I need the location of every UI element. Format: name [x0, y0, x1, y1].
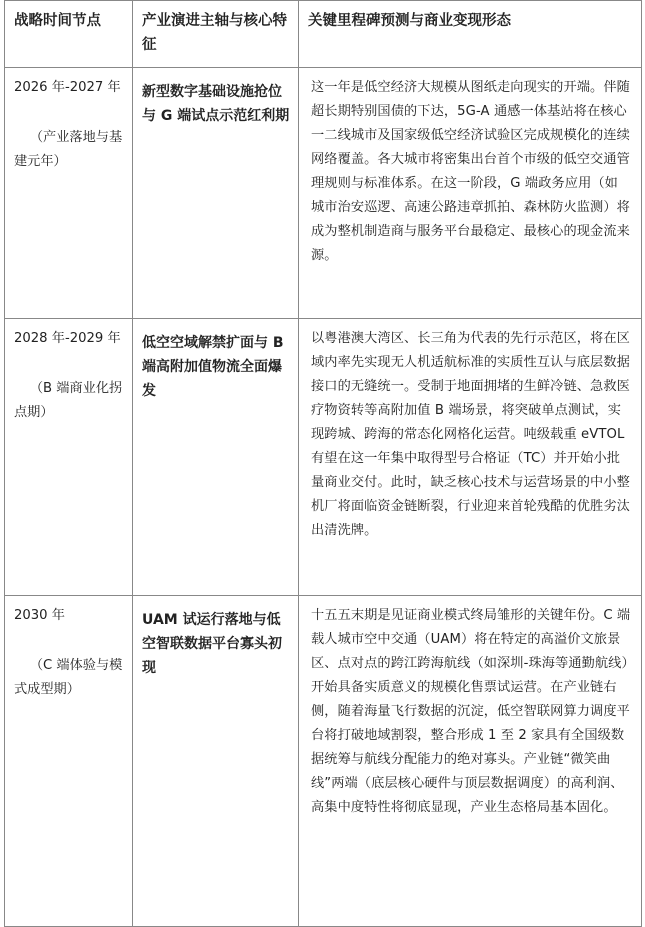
table-row [5, 319, 642, 596]
description-text: 这一年是低空经济大规模从图纸走向现实的开端。伴随超长期特别国债的下达，5G-A 通感一体基站将在核心一二线城市及国家级低空经济试验区完成规模化的连续网络覆盖。各大城市将密集出台首个市级的低空交通管理规则与标准体系。在这一阶段，G 端政务应用（如城市治安巡逻、高速公路违章抓拍、森林防火监测）将成为整机制造商与服务平台最稳定、最核心的现金流来源。 [311, 80, 630, 263]
phase-label: （B 端商业化拐点期） [14, 381, 123, 420]
table-row [5, 596, 642, 927]
time-node-cell [5, 319, 133, 596]
roadmap-table [4, 0, 642, 927]
description-cell [299, 319, 642, 596]
time-range: 2030 年 [14, 608, 65, 623]
focus-cell: 新型数字基础设施抢位与 G 端试点示范红利期 [133, 68, 299, 319]
focus-cell: UAM 试运行落地与低空智联数据平台寡头初现 [133, 596, 299, 927]
description-cell [299, 68, 642, 319]
description-text: 以粤港澳大湾区、长三角为代表的先行示范区，将在区域内率先实现无人机适航标准的实质性互认与底层数据接口的无缝统一。受制于地面拥堵的生鲜冷链、急救医疗物资转等高附加值 B 端场景，将突破单点测试，实现跨城、跨海的常态化网格化运营。吨级载重 eVTOL 有望在这一年集中取得型号合格证（TC）并开始小批量商业交付。此时，缺乏核心技术与运营场景的中小整机厂将面临资金链断裂，行业迎来首轮残酷的优胜劣汰出清洗牌。 [311, 331, 630, 538]
table-row [5, 68, 642, 319]
description-cell [299, 596, 642, 927]
header-milestones: 关键里程碑预测与商业变现形态 [299, 1, 642, 68]
header-main-axis: 产业演进主轴与核心特征 [133, 1, 299, 68]
table-header-row [5, 1, 642, 68]
description-text: 十五五末期是见证商业模式终局雏形的关键年份。C 端载人城市空中交通（UAM）将在特定的高溢价文旅景区、点对点的跨江跨海航线（如深圳-珠海等通勤航线）开始具备实质意义的规模化售票试运营。在产业链右侧，随着海量飞行数据的沉淀，低空智联网算力调度平台将打破地域割裂，整合形成 1 至 2 家具有全国级数据统筹与航线分配能力的绝对寡头。产业链“微笑曲线”两端（底层核心硬件与顶层数据调度）的高利润、高集中度特性将彻底显现，产业生态格局基本固化。 [311, 608, 631, 815]
time-range: 2026 年-2027 年 [14, 80, 121, 95]
time-node-cell [5, 596, 133, 927]
time-node-cell [5, 68, 133, 319]
phase-label: （C 端体验与模式成型期） [14, 658, 123, 697]
phase-label: （产业落地与基建元年） [14, 130, 123, 169]
focus-cell: 低空空域解禁扩面与 B 端高附加值物流全面爆发 [133, 319, 299, 596]
time-range: 2028 年-2029 年 [14, 331, 121, 346]
header-time-node: 战略时间节点 [5, 1, 133, 68]
